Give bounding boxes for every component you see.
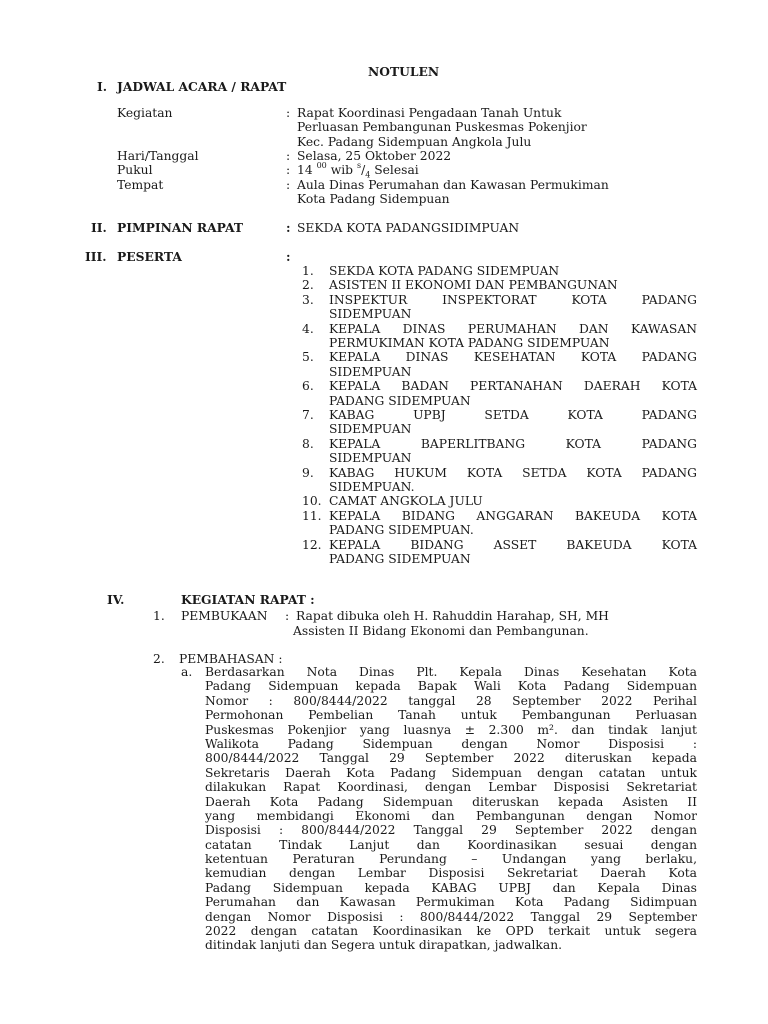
peserta-item-text: SIDEMPUAN: [329, 364, 412, 379]
section-2-heading: PIMPINAN RAPAT: [117, 220, 244, 235]
document-title: NOTULEN: [368, 64, 440, 79]
peserta-item-text: SIDEMPUAN: [329, 422, 412, 437]
colon: :: [285, 609, 290, 623]
peserta-item-text: KEPALA BADAN PERTANAHAN DAERAH KOTA: [329, 379, 697, 394]
peserta-number: 4.: [302, 321, 314, 336]
label-hari-tanggal: Hari/Tanggal: [117, 149, 199, 163]
peserta-item-text: KEPALA BIDANG ANGGARAN BAKEUDA KOTA: [329, 508, 697, 523]
peserta-item-text: KEPALA DINAS PERUMAHAN DAN KAWASAN: [329, 321, 697, 336]
section-2-number: II.: [91, 220, 107, 235]
pembahasan-line: ditindak lanjuti dan Segera untuk dirapatkan, jadwalkan.: [205, 938, 563, 953]
pembahasan-line: Perumahan dan Kawasan Permukiman Kota Padang Sidimpuan: [205, 895, 697, 910]
peserta-item-text: PADANG SIDEMPUAN.: [329, 523, 474, 538]
pembahasan-line: 2022 dengan catatan Koordinasikan ke OPD terkait untuk segera: [205, 924, 697, 939]
pembahasan-line: dengan Nomor Disposisi : 800/8444/2022 Tanggal 29 September: [205, 909, 697, 924]
pembahasan-line: yang membidangi Ekonomi dan Pembangunan dengan Nomor: [205, 808, 697, 823]
peserta-number: 5.: [302, 350, 314, 365]
value-kegiatan-line-2: Perluasan Pembangunan Puskesmas Pokenjior: [297, 120, 587, 134]
peserta-item-text: SIDEMPUAN: [329, 451, 412, 466]
label-tempat: Tempat: [117, 178, 164, 192]
peserta-item-text: KABAG UPBJ SETDA KOTA PADANG: [329, 408, 697, 422]
pembukaan-label: PEMBUKAAN: [181, 609, 268, 623]
value-kegiatan-line-1: Rapat Koordinasi Pengadaan Tanah Untuk: [297, 106, 562, 120]
section-1-heading: JADWAL ACARA / RAPAT: [117, 79, 287, 94]
peserta-item-text: KABAG HUKUM KOTA SETDA KOTA PADANG: [329, 465, 697, 480]
peserta-number: 10.: [302, 494, 322, 509]
value-hari-tanggal: Selasa, 25 Oktober 2022: [297, 149, 452, 163]
value-pukul: 14 $^{00}$ wib $^s/_4$ Selesai: [297, 160, 419, 180]
peserta-item-text: CAMAT ANGKOLA JULU: [329, 494, 483, 509]
pembukaan-text-line-2: Assisten II Bidang Ekonomi dan Pembangunan.: [293, 624, 589, 638]
pembahasan-line: Walikota Padang Sidempuan dengan Nomor Disposisi :: [205, 736, 697, 751]
peserta-number: 2.: [302, 278, 314, 293]
value-kegiatan-line-3: Kec. Padang Sidempuan Angkola Julu: [297, 135, 532, 149]
pembahasan-line: Berdasarkan Nota Dinas Plt. Kepala Dinas Kesehatan Kota: [205, 665, 697, 679]
label-kegiatan: Kegiatan: [117, 106, 173, 120]
section-3-number: III.: [85, 249, 107, 264]
colon: :: [286, 149, 291, 163]
pembahasan-line: kemudian dengan Lembar Disposisi Sekretariat Daerah Kota: [205, 866, 697, 881]
colon: :: [286, 249, 291, 264]
pembahasan-line: Disposisi : 800/8444/2022 Tanggal 29 September 2022 dengan: [205, 823, 697, 838]
pembukaan-number: 1.: [153, 609, 165, 623]
peserta-number: 12.: [302, 537, 322, 552]
peserta-item-text: KEPALA BIDANG ASSET BAKEUDA KOTA: [329, 537, 697, 552]
pembahasan-sub-a: a.: [181, 665, 193, 679]
peserta-item-text: PADANG SIDEMPUAN: [329, 393, 471, 408]
pembahasan-line: Nomor : 800/8444/2022 tanggal 28 September 2022 Perihal: [205, 693, 697, 708]
peserta-number: 11.: [302, 508, 322, 523]
colon: :: [286, 220, 291, 235]
peserta-item-text: PERMUKIMAN KOTA PADANG SIDEMPUAN: [329, 336, 610, 350]
pembahasan-line: Daerah Kota Padang Sidempuan diteruskan kepada Asisten II: [205, 794, 697, 809]
pembahasan-line: Padang Sidempuan kepada Bapak Wali Kota Padang Sidempuan: [205, 679, 697, 694]
section-4-number: IV.: [107, 592, 125, 607]
value-tempat-line-1: Aula Dinas Perumahan dan Kawasan Permukiman: [297, 178, 609, 192]
peserta-number: 8.: [302, 436, 314, 451]
peserta-number: 9.: [302, 465, 314, 480]
pembahasan-line: 800/8444/2022 Tanggal 29 September 2022 diteruskan kepada: [205, 751, 697, 766]
pimpinan-value: SEKDA KOTA PADANGSIDIMPUAN: [297, 221, 520, 235]
value-tempat-line-2: Kota Padang Sidempuan: [297, 192, 450, 206]
pembahasan-line: ketentuan Peraturan Perundang – Undangan yang berlaku,: [205, 852, 697, 867]
peserta-item-text: INSPEKTUR INSPEKTORAT KOTA PADANG: [329, 292, 697, 307]
peserta-number: 7.: [302, 408, 314, 422]
peserta-item-text: SIDEMPUAN.: [329, 480, 415, 494]
pembahasan-number: 2.: [153, 652, 165, 666]
pembukaan-text-line-1: Rapat dibuka oleh H. Rahuddin Harahap, SH, MH: [296, 609, 609, 623]
pembahasan-line: Padang Sidempuan kepada KABAG UPBJ dan Kepala Dinas: [205, 880, 697, 895]
pembahasan-line: catatan Tindak Lanjut dan Koordinasikan sesuai dengan: [205, 837, 697, 852]
section-4-heading: KEGIATAN RAPAT :: [181, 592, 315, 607]
peserta-item-text: SEKDA KOTA PADANG SIDEMPUAN: [329, 264, 560, 278]
section-3-heading: PESERTA: [117, 249, 182, 264]
pembahasan-line: Permohonan Pembelian Tanah untuk Pembangunan Perluasan: [205, 708, 697, 723]
peserta-number: 1.: [302, 264, 314, 278]
peserta-item-text: PADANG SIDEMPUAN: [329, 552, 471, 566]
peserta-item-text: KEPALA BAPERLITBANG KOTA PADANG: [329, 436, 697, 451]
pembahasan-paragraph: [205, 665, 697, 953]
colon: :: [286, 106, 291, 120]
peserta-number: 3.: [302, 292, 314, 307]
peserta-item-text: ASISTEN II EKONOMI DAN PEMBANGUNAN: [329, 278, 618, 293]
peserta-item-text: SIDEMPUAN: [329, 307, 412, 322]
pembahasan-line: Puskesmas Pokenjior yang luasnya ± 2.300 m². dan tindak lanjut: [205, 722, 697, 737]
peserta-item-text: KEPALA DINAS KESEHATAN KOTA PADANG: [329, 350, 697, 365]
pembahasan-line: dilakukan Rapat Koordinasi, dengan Lembar Disposisi Sekretariat: [205, 780, 697, 795]
section-1-number: I.: [97, 79, 108, 94]
pembahasan-line: Sekretaris Daerah Kota Padang Sidempuan dengan catatan untuk: [205, 765, 697, 780]
colon: :: [286, 178, 291, 192]
peserta-number: 6.: [302, 379, 314, 394]
label-pukul: Pukul: [117, 163, 153, 177]
pembahasan-label: PEMBAHASAN :: [179, 652, 283, 666]
colon: :: [286, 163, 291, 177]
